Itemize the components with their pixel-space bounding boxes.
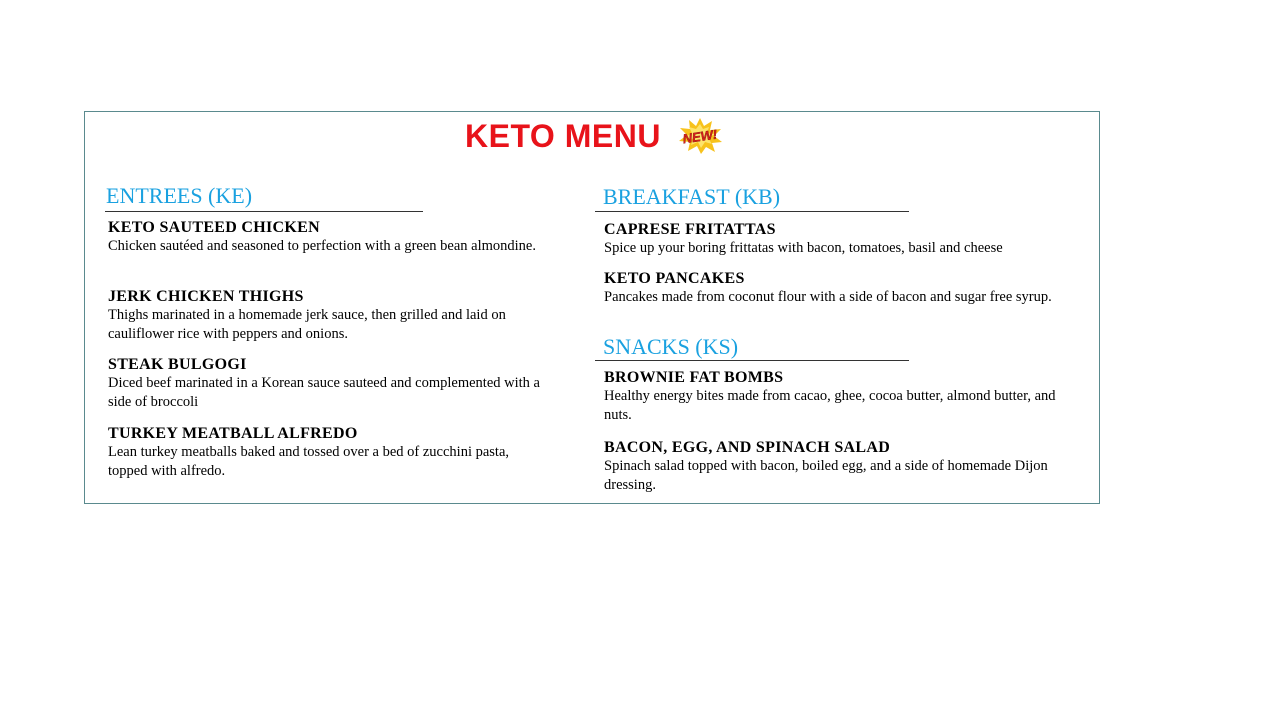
menu-item-description: Healthy energy bites made from cacao, ghee, cocoa butter, almond butter, and nuts. <box>604 388 1056 423</box>
menu-item-description: Pancakes made from coconut flour with a side of bacon and sugar free syrup. <box>604 289 1052 305</box>
menu-card <box>84 111 1100 504</box>
menu-item <box>108 355 558 412</box>
menu-item-description: Lean turkey meatballs baked and tossed over a bed of zucchini pasta, topped with alfredo. <box>108 444 510 479</box>
menu-title: KETO MENU <box>465 118 661 154</box>
menu-item <box>604 220 1074 258</box>
new-badge-text: NEW! <box>681 126 719 147</box>
section-rule-snacks <box>595 360 909 361</box>
menu-item-name: TURKEY MEATBALL ALFREDO <box>108 425 358 442</box>
new-badge-icon <box>677 117 723 155</box>
menu-item-name: KETO SAUTEED CHICKEN <box>108 219 320 236</box>
section-heading-breakfast: BREAKFAST (KB) <box>603 184 781 209</box>
menu-item-description: Spice up your boring frittatas with bacon, tomatoes, basil and cheese <box>604 240 1003 256</box>
section-heading-snacks: SNACKS (KS) <box>603 334 739 359</box>
menu-item <box>108 218 558 256</box>
menu-item <box>604 269 1074 307</box>
menu-item <box>604 368 1064 425</box>
menu-item-description: Chicken sautéed and seasoned to perfection with a green bean almondine. <box>108 238 536 254</box>
menu-item-name: CAPRESE FRITATTAS <box>604 221 776 238</box>
menu-item <box>108 287 558 344</box>
menu-item-description: Thighs marinated in a homemade jerk sauce, then grilled and laid on cauliflower rice with peppers and onions. <box>108 307 506 342</box>
menu-item-name: STEAK BULGOGI <box>108 356 247 373</box>
menu-item-name: BACON, EGG, AND SPINACH SALAD <box>604 439 891 456</box>
section-rule-breakfast <box>595 211 909 212</box>
section-heading-entrees: ENTREES (KE) <box>106 183 253 208</box>
menu-item-description: Spinach salad topped with bacon, boiled egg, and a side of homemade Dijon dressing. <box>604 458 1048 493</box>
section-rule-entrees <box>105 211 423 212</box>
menu-item <box>604 438 1074 495</box>
menu-item-description: Diced beef marinated in a Korean sauce sauteed and complemented with a side of broccoli <box>108 375 540 410</box>
menu-item-name: KETO PANCAKES <box>604 270 745 287</box>
menu-item-name: BROWNIE FAT BOMBS <box>604 369 784 386</box>
menu-item-name: JERK CHICKEN THIGHS <box>108 288 304 305</box>
menu-item <box>108 424 528 481</box>
